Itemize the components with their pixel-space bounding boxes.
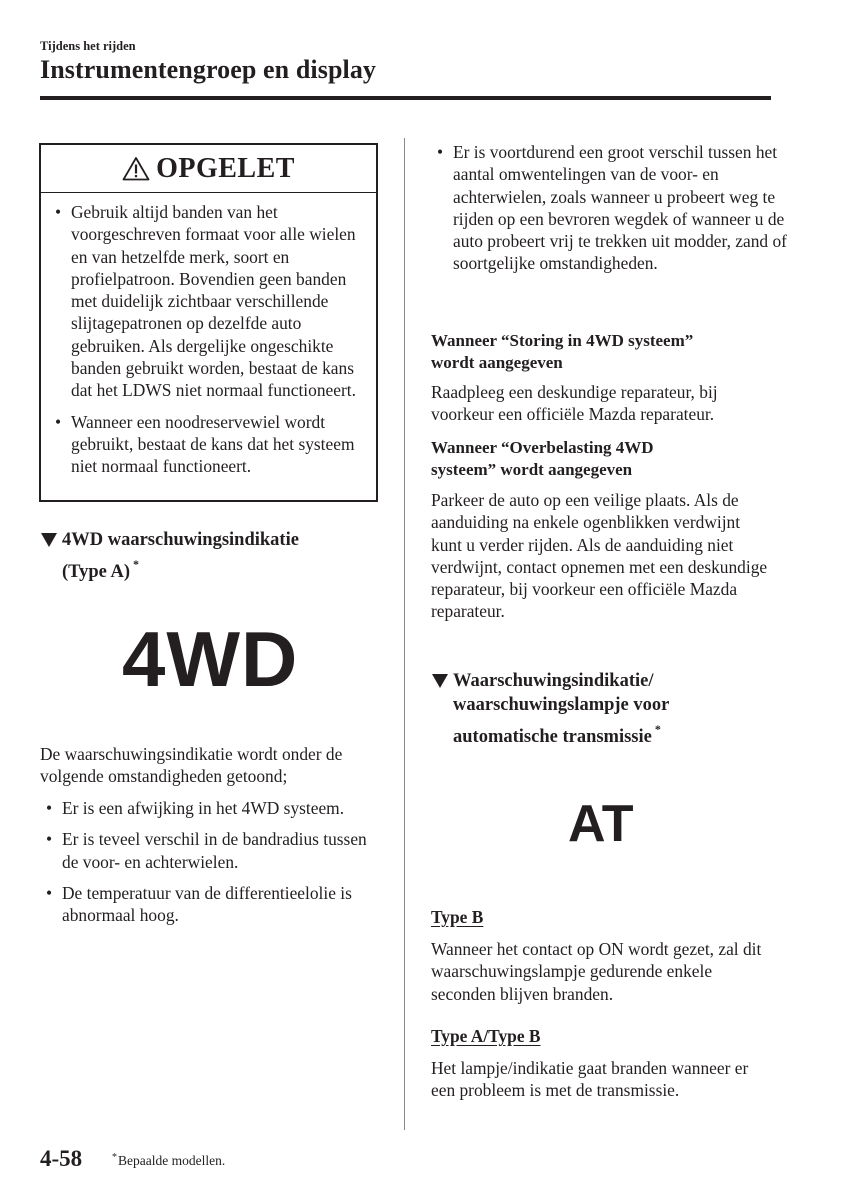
- footnote-star: *: [133, 557, 140, 571]
- intro-paragraph: De waarschuwingsindikatie wordt onder de volgende omstandigheden getoond;: [40, 744, 343, 787]
- triangle-down-icon: [431, 673, 449, 689]
- caution-header: [41, 145, 376, 193]
- heading-line: waarschuwingslampje voor: [453, 695, 670, 715]
- heading-line: 4WD waarschuwingsindikatie: [62, 530, 299, 550]
- caution-title: OPGELET: [156, 152, 295, 184]
- footnote-text: Bepaalde modellen.: [118, 1153, 226, 1168]
- title-rule: [40, 96, 771, 100]
- subheading-line: wordt aangegeven: [431, 353, 563, 372]
- condition-list: [40, 797, 385, 935]
- heading-line: [40, 552, 385, 584]
- subheading-line: Wanneer “Overbelasting 4WD: [431, 438, 654, 457]
- warning-triangle-icon: [122, 156, 150, 181]
- list-item: • De temperatuur van de differentieelolie is abnormaal hoog.: [40, 882, 385, 927]
- column-divider: [404, 138, 405, 1130]
- triangle-down-icon: [40, 532, 58, 548]
- footnote-star: *: [112, 1152, 117, 1163]
- footnote-star: *: [654, 722, 661, 736]
- section-label: Tijdens het rijden: [40, 39, 136, 53]
- storing-paragraph: Raadpleeg een deskundige reparateur, bij voorkeur een officiële Mazda reparateur.: [431, 382, 718, 425]
- heading-text: (Type A): [62, 562, 131, 582]
- list-item: • Er is een afwijking in het 4WD systeem.: [40, 797, 385, 819]
- caution-box: [39, 143, 378, 502]
- type-b-label: Type B: [431, 907, 484, 927]
- subheading-line: Wanneer “Storing in 4WD systeem”: [431, 331, 694, 350]
- subheading-overbelasting: [431, 437, 771, 481]
- type-ab-paragraph: Het lampje/indikatie gaat branden wanneer er een probleem is met de transmissie.: [431, 1058, 749, 1101]
- overbelasting-paragraph: Parkeer de auto op een veilige plaats. Als de aanduiding na enkele ogenblikken verdwijnt kunt u verder rijden. Als de aanduiding niet verdwijnt, contact opnemen met een deskundige reparateur, bij voorkeur een officiële Mazda reparateur.: [431, 490, 768, 622]
- page-number: 4-58: [40, 1146, 83, 1171]
- list-item: • Er is teveel verschil in de bandradius tussen de voor- en achterwielen.: [40, 828, 385, 873]
- indicator-at: AT: [568, 795, 634, 853]
- type-b-paragraph: Wanneer het contact op ON wordt gezet, zal dit waarschuwingslampje gedurende enkele seconden blijven branden.: [431, 939, 762, 1004]
- heading-line: [431, 717, 771, 749]
- section-heading-at: [431, 669, 771, 749]
- page-title: Instrumentengroep en display: [40, 55, 377, 84]
- caution-item: • Gebruik altijd banden van het voorgeschreven formaat voor alle wielen en van hetzelfde merk, soort en profielpatroon. Bovendien geen banden met duidelijk zichtbaar verschillende slijtagepatronen op dezelfde auto gebruiken. Als dergelijke ongeschikte banden gebruikt worden, bestaat de kans dat het LDWS niet normaal functioneert.: [49, 201, 370, 402]
- heading-text: automatische transmissie: [453, 727, 652, 747]
- indicator-4wd: 4WD: [122, 615, 299, 703]
- list-item: • Er is voortdurend een groot verschil tussen het aantal omwentelingen van de voor- en achterwielen, zoals wanneer u probeert weg te rijden op een bevroren wegdek of wanneer u de auto probeert vrij te trekken uit modder, zand of soortgelijke omstandigheden.: [431, 141, 788, 275]
- subheading-storing: [431, 330, 771, 374]
- subheading-line: systeem” wordt aangegeven: [431, 460, 633, 479]
- heading-line: Waarschuwingsindikatie/: [453, 671, 654, 691]
- footnote: [112, 1152, 225, 1169]
- caution-item: • Wanneer een noodreservewiel wordt gebruikt, bestaat de kans dat het systeem niet normaal functioneert.: [49, 411, 370, 478]
- caution-list: [41, 193, 376, 478]
- type-ab-label: Type A/Type B: [431, 1026, 541, 1046]
- section-heading-4wd: [40, 528, 385, 584]
